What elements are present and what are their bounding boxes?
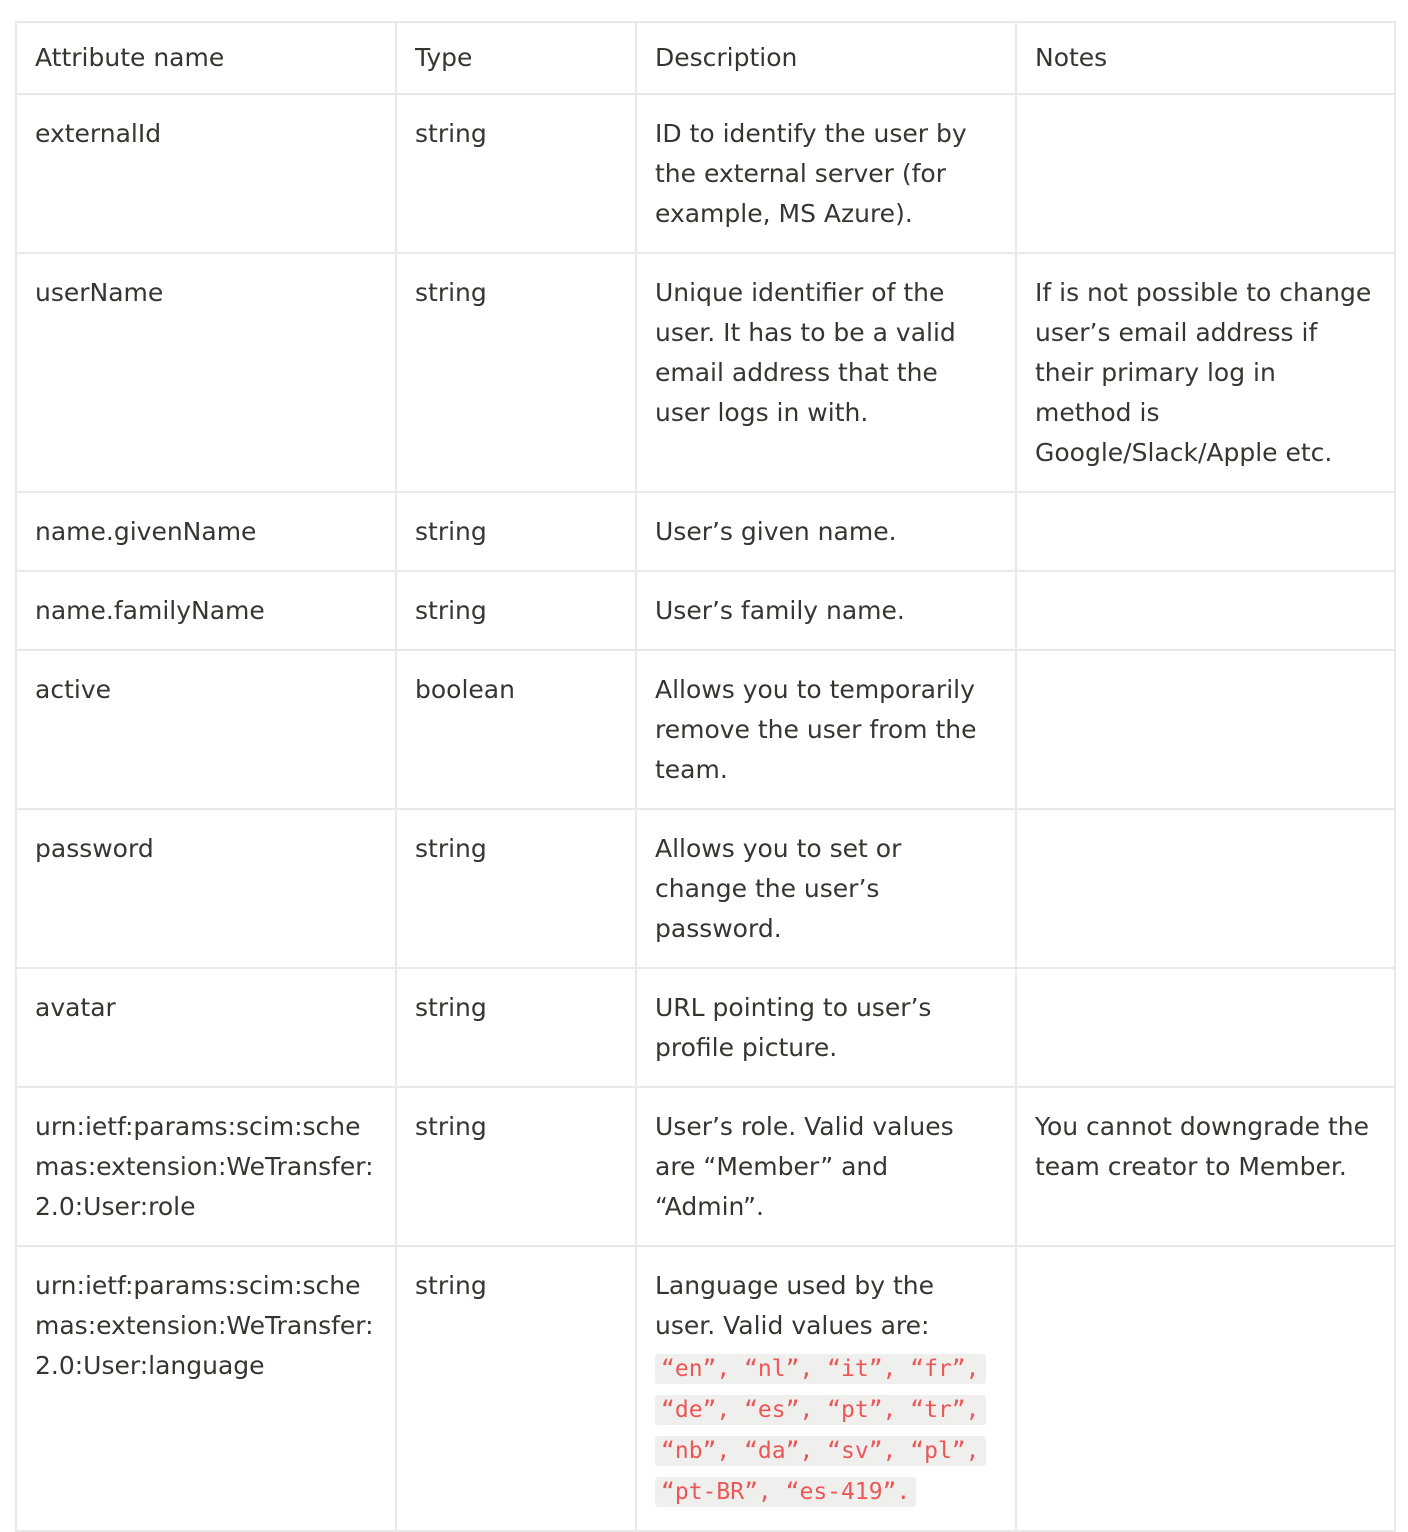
cell-type: string (396, 94, 636, 253)
cell-type: string (396, 492, 636, 571)
header-attribute-name: Attribute name (16, 22, 396, 94)
cell-type: string (396, 253, 636, 492)
cell-attribute-name: urn:ietf:params:scim:schemas:extension:WeTransfer:2.0:User:language (16, 1246, 396, 1531)
cell-notes (1016, 94, 1395, 253)
cell-notes: If is not possible to change user’s email address if their primary log in method is Google/Slack/Apple etc. (1016, 253, 1395, 492)
cell-description: User’s given name. (636, 492, 1016, 571)
cell-attribute-name: urn:ietf:params:scim:schemas:extension:WeTransfer:2.0:User:role (16, 1087, 396, 1246)
table-row (16, 571, 1395, 650)
cell-description: Allows you to temporarily remove the user from the team. (636, 650, 1016, 809)
cell-attribute-name: externalId (16, 94, 396, 253)
cell-attribute-name: name.familyName (16, 571, 396, 650)
cell-attribute-name: active (16, 650, 396, 809)
table-row (16, 809, 1395, 968)
cell-notes: You cannot downgrade the team creator to Member. (1016, 1087, 1395, 1246)
table-row (16, 968, 1395, 1087)
header-description: Description (636, 22, 1016, 94)
table-header-row (16, 22, 1395, 94)
cell-notes (1016, 650, 1395, 809)
cell-notes (1016, 492, 1395, 571)
table-row (16, 1087, 1395, 1246)
cell-attribute-name: password (16, 809, 396, 968)
code-values (655, 1348, 997, 1512)
inline-code: “en”, “nl”, “it”, “fr”, “de”, “es”, “pt”, “tr”, “nb”, “da”, “sv”, “pl”, “pt-BR”, “es-419”. (655, 1354, 986, 1507)
attributes-table (15, 21, 1396, 1532)
table-row (16, 253, 1395, 492)
cell-type: boolean (396, 650, 636, 809)
table-row (16, 650, 1395, 809)
cell-attribute-name: userName (16, 253, 396, 492)
cell-type: string (396, 809, 636, 968)
cell-description: Unique identifier of the user. It has to be a valid email address that the user logs in with. (636, 253, 1016, 492)
table-row (16, 1246, 1395, 1531)
cell-description (636, 1246, 1016, 1531)
cell-notes (1016, 809, 1395, 968)
cell-type: string (396, 1246, 636, 1531)
cell-attribute-name: name.givenName (16, 492, 396, 571)
description-text: Language used by the user. Valid values are: (655, 1271, 935, 1340)
cell-type: string (396, 968, 636, 1087)
cell-description: Allows you to set or change the user’s password. (636, 809, 1016, 968)
cell-description: User’s family name. (636, 571, 1016, 650)
header-notes: Notes (1016, 22, 1395, 94)
cell-type: string (396, 1087, 636, 1246)
cell-attribute-name: avatar (16, 968, 396, 1087)
header-type: Type (396, 22, 636, 94)
cell-description: URL pointing to user’s profile picture. (636, 968, 1016, 1087)
cell-description: ID to identify the user by the external server (for example, MS Azure). (636, 94, 1016, 253)
cell-notes (1016, 968, 1395, 1087)
table-row (16, 94, 1395, 253)
cell-description: User’s role. Valid values are “Member” and “Admin”. (636, 1087, 1016, 1246)
table-row (16, 492, 1395, 571)
cell-notes (1016, 571, 1395, 650)
cell-notes (1016, 1246, 1395, 1531)
cell-type: string (396, 571, 636, 650)
